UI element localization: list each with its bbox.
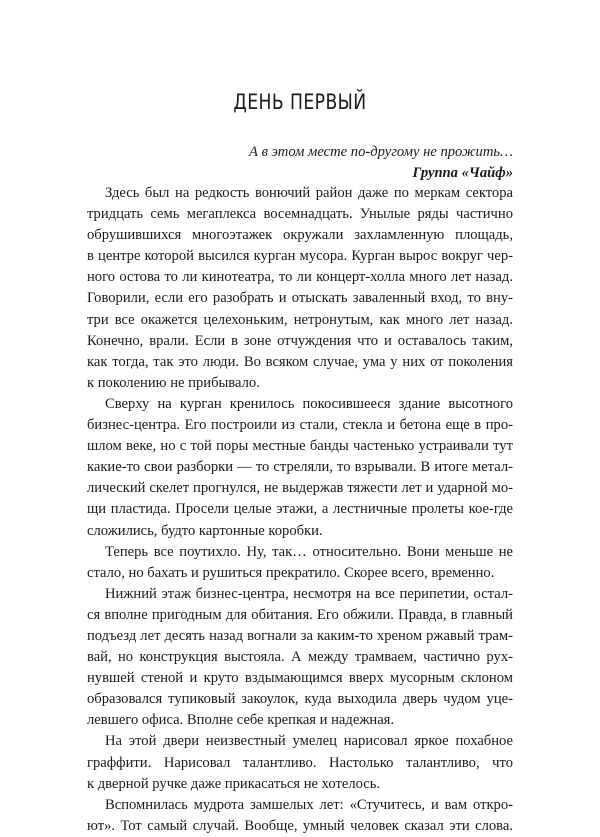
- text-line: к поколению не прибывало.: [87, 374, 260, 391]
- text-line: ют». Тот самый случай. Вообще, умный человек сказал эти слова.: [87, 817, 513, 834]
- text-line: стало, но бахать и рушиться прекратило. Скорее всего, временно.: [87, 564, 495, 581]
- text-line: бизнес-центра. Его построили из стали, стекла и бетона еще в про-: [87, 417, 513, 434]
- text-line: левшего офиса. Вполне себе крепкая и надежная.: [87, 712, 395, 729]
- text-line: Вспомнилась мудрота замшелых лет: «Стучитесь, и вам откро-: [105, 796, 513, 813]
- text-line: Теперь все поутихло. Ну, так… относительно. Вони меньше не: [105, 543, 513, 560]
- text-line: сложились, будто картонные коробки.: [87, 522, 323, 539]
- epigraph-author: Группа «Чайф»: [412, 165, 513, 181]
- text-line: как тогда, так это люди. Во всяком случае, ума у них от поколения: [87, 353, 513, 370]
- text-line: образовался тупиковый закоулок, куда выходила дверь чудом уце-: [87, 691, 513, 708]
- text-line: Конечно, врали. Если в зоне отчуждения что и оставалось таким,: [87, 332, 513, 349]
- text-line: шлом веке, но с той поры местные банды частенько устраивали тут: [87, 438, 513, 455]
- text-line: Нижний этаж бизнес-центра, несмотря на все перипетии, остал-: [105, 585, 513, 602]
- text-line: обрушившихся многоэтажек окружали захламленную площадь,: [87, 227, 513, 244]
- text-line: нувшей стеной и круто вздымающимся вверх мусорным склоном: [87, 670, 513, 687]
- text-line: Сверху на курган кренилось покосившееся здание высотного: [105, 395, 513, 412]
- text-line: ного остова то ли кинотеатра, то ли концерт-холла много лет назад.: [87, 269, 513, 286]
- text-line: вай, но конструкция выстояла. А между трамваем, частично рух-: [87, 649, 513, 666]
- text-line: к дверной ручке даже прикасаться не хотелось.: [87, 775, 381, 792]
- epigraph-quote: А в этом месте по-другому не прожить…: [249, 144, 513, 160]
- text-line: граффити. Нарисовал талантливо. Настолько талантливо, что: [87, 754, 513, 771]
- text-line: подъезд лет десять назад вогнали за каким-то хреном ржавый трам-: [87, 627, 513, 644]
- text-line: Здесь был на редкость вонючий район даже по меркам сектора: [105, 185, 513, 201]
- text-line: На этой двери неизвестный умелец нарисовал яркое похабное: [105, 733, 513, 750]
- chapter-title: ДЕНЬ ПЕРВЫЙ: [233, 90, 367, 114]
- text-line: лический скелет прогнулся, не выдержав тяжести лет и ударной мо-: [87, 480, 513, 497]
- text-line: какие-то свои разборки — то стреляли, то взрывали. В итоге метал-: [87, 459, 513, 476]
- epigraph: [249, 142, 513, 184]
- text-line: три все окажется целехоньким, нетронутым, как много лет назад.: [87, 311, 513, 328]
- text-line: ся вполне пригодным для обитания. Его обжили. Правда, в главный: [87, 606, 513, 623]
- text-line: тридцать семь мегаплекса восемнадцать. Унылые ряды частично: [87, 206, 513, 223]
- text-line: Говорили, если его разобрать и отыскать заваленный вход, то вну-: [87, 290, 513, 307]
- text-line: щи пластида. Просели целые этажи, а лестничные пролеты кое-где: [87, 501, 513, 518]
- text-line: в центре которой высился курган мусора. Курган вырос вокруг чер-: [87, 248, 513, 265]
- body-text: [87, 183, 513, 837]
